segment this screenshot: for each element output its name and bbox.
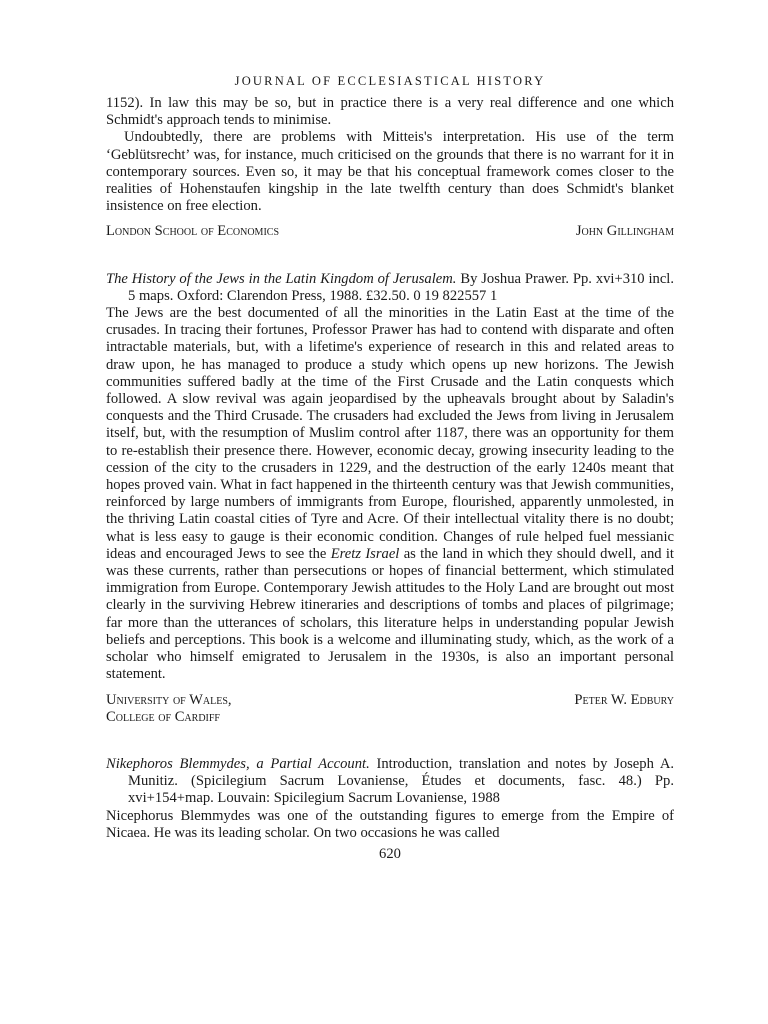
review2-reviewer: Peter W. Edbury: [574, 691, 674, 708]
review1-paragraph-2: Undoubtedly, there are problems with Mitteis's interpretation. His use of the term ‘Geblütsrecht’ was, for instance, much criticised on the grounds that there is no warrant for it in contemporary sources. Even so, it may be that his conceptual framework comes closer to the realities of Hohenstaufen kingship in the late twelfth century than does Schmidt's blanket insistence on free election.: [106, 129, 674, 215]
review2-affiliation-line2: College of Cardiff: [106, 708, 220, 725]
review1-reviewer: John Gillingham: [575, 223, 674, 240]
review3-citation: Introduction, translation and notes by Joseph A. Munitiz. (Spicilegium Sacrum Lovaniense, Études et documents, fasc. 48.) Pp. xvi+154+map. Louvain: Spicilegium Sacrum Lovaniense, 1988: [128, 755, 675, 807]
review2-signature: [106, 692, 674, 726]
review2-body-b: as the land in which they should dwell, and it was these currents, rather than persecutions or hopes of financial betterment, which stimulated immigration from Europe. Contemporary Jewish attitudes to the Holy Land are brought out most clearly in the surviving Hebrew itineraries and descriptions of tombs and places of pilgrimage; far more than the utterances of scholars, this literature helps in understanding popular Jewish beliefs and perceptions. This book is a welcome and illuminating study, which, as the work of a scholar who himself emigrated to Jerusalem in the 1930s, is also an important personal statement.: [106, 545, 674, 683]
review2-body: [106, 305, 674, 683]
page-number: 620: [379, 845, 401, 862]
review2-heading: [106, 271, 674, 305]
running-head: JOURNAL OF ECCLESIASTICAL HISTORY: [234, 74, 546, 88]
review3-body: Nicephorus Blemmydes was one of the outstanding figures to emerge from the Empire of Nicaea. He was its leading scholar. On two occasions he was called: [106, 807, 674, 841]
review2-affiliation: [106, 692, 232, 726]
journal-page: [106, 74, 674, 863]
review1-signature: [106, 223, 674, 240]
review2-affiliation-line1: University of Wales,: [106, 691, 232, 708]
review1-affiliation: London School of Economics: [106, 223, 280, 240]
review2-citation: By Joshua Prawer. Pp. xvi+310 incl. 5 maps. Oxford: Clarendon Press, 1988. £32.50. 0 19 822557 1: [128, 270, 675, 304]
review2-body-italic: Eretz Israel: [330, 545, 400, 562]
review1-paragraph-1: 1152). In law this may be so, but in practice there is a very real difference and one which Schmidt's approach tends to minimise.: [106, 95, 674, 129]
review3-title: Nikephoros Blemmydes, a Partial Account.: [106, 755, 370, 772]
review2-title: The History of the Jews in the Latin Kingdom of Jerusalem.: [106, 270, 457, 287]
review2-body-a: The Jews are the best documented of all the minorities in the Latin East at the time of the crusades. In tracing their fortunes, Professor Prawer has had to contend with disparate and often intractable materials, but, with a lifetime's experience of research in this and related areas to draw upon, he has managed to produce a study which opens up new horizons. The Jewish communities suffered badly at the time of the First Crusade and the Latin conquests which followed. A slow revival was again jeopardised by the upheavals brought about by Saladin's conquests and the Third Crusade. The crusaders had excluded the Jews from living in Jerusalem itself, but, with the resumption of Muslim control after 1187, there was an opportunity for them to re-establish their presence there. However, economic decay, growing insecurity leading to the cession of the city to the crusaders in 1229, and the destruction of the early 1240s meant that hopes proved vain. What in fact happened in the thirteenth century was that Jewish communities, reinforced by large numbers of immigrants from Europe, flourished, apparently unmolested, in the thriving Latin coastal cities of Tyre and Acre. Of their intellectual vitality there is no doubt; what is less easy to gauge is their economic condition. Changes of rule helped fuel messianic ideas and encouraged Jews to see the: [106, 305, 674, 562]
review3-heading: [106, 756, 674, 808]
